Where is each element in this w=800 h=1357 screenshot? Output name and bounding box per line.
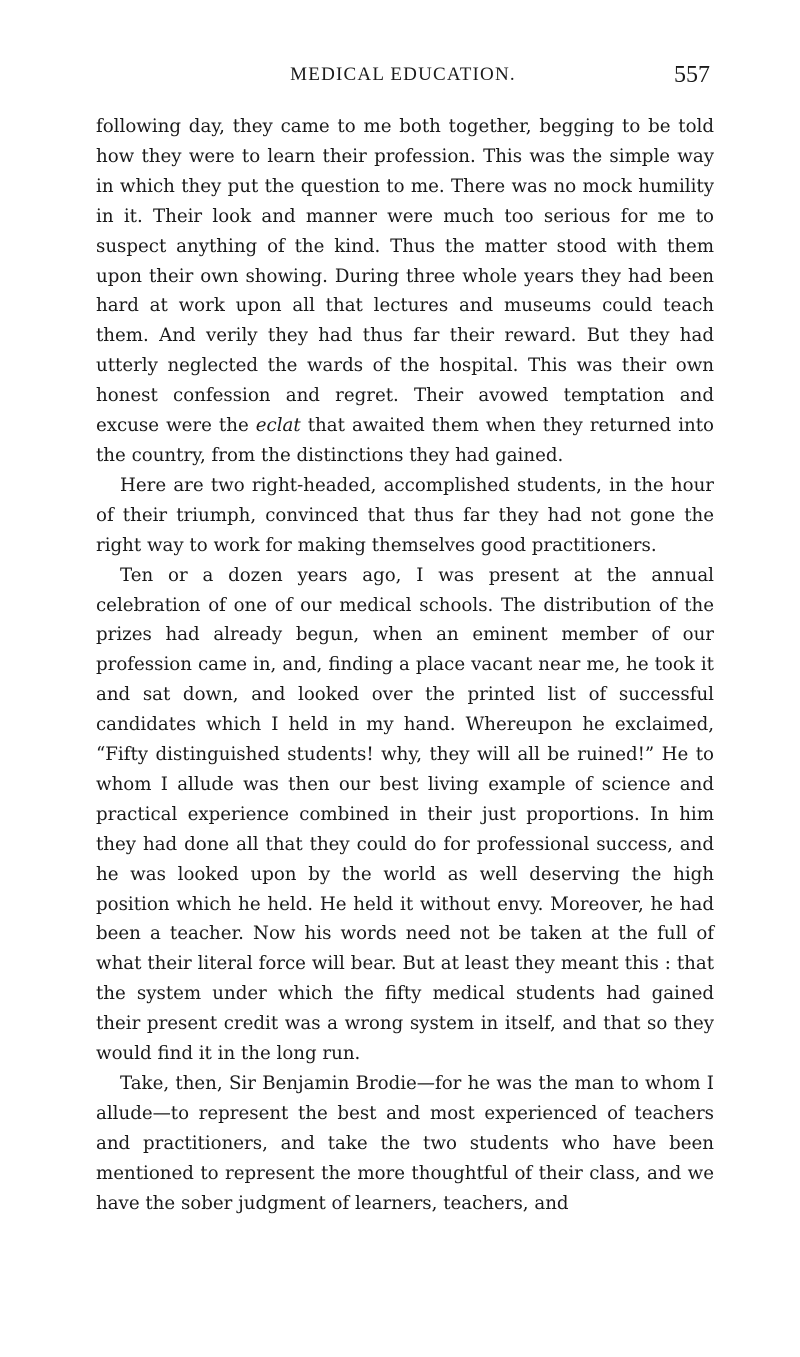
- paragraph: Ten or a dozen years ago, I was present at the annual celebration of one of our medical schools. The distribution of the prizes had already begun, when an eminent member of our profession came in, and, finding a place vacant near me, he took it and sat down, and looked over the printed list of successful candidates which I held in my hand. Whereupon he exclaimed, “Fifty distinguished students! why, they will all be ruined!” He to whom I allude was then our best living example of science and practical experience combined in their just proportions. In him they had done all that they could do for professional success, and he was looked upon by the world as well deserving the high position which he held. He held it without envy. Moreover, he had been a teacher. Now his words need not be taken at the full of what their literal force will bear. But at least they meant this : that the system under which the fifty medical students had gained their present credit was a wrong system in itself, and that so they would find it in the long run.: [96, 564, 714, 1065]
- italic-word: eclat: [255, 415, 301, 437]
- paragraph-text: following day, they came to me both together, begging to be told how they were to learn their profession. This was the simple way in which they put the question to me. There was no mock humility in it. Their look and manner were much too serious for me to suspect anything of the kind. Thus the matter stood with them upon their own showing. During three whole years they had been hard at work upon all that lectures and museums could teach them. And verily they had thus far their reward. But they had utterly neglected the wards of the hospital. This was their own honest confession and regret. Their avowed temptation and excuse were the: [96, 116, 714, 437]
- paragraph-text: that awaited them when they returned into the country, from the distinctions they had gained.: [96, 415, 714, 466]
- paragraph-continued: [96, 112, 714, 471]
- running-head: [96, 64, 710, 94]
- paragraph: Take, then, Sir Benjamin Brodie—for he was the man to whom I allude—to represent the best and most experienced of teachers and practitioners, and take the two students who have been mentioned to represent the more thoughtful of their class, and we have the sober judgment of learners, teachers, and: [96, 1073, 714, 1214]
- running-title: MEDICAL EDUCATION.: [290, 64, 516, 85]
- paragraph: Here are two right-headed, accomplished students, in the hour of their triumph, convinced that thus far they had not gone the right way to work for making themselves good practitioners.: [96, 474, 714, 556]
- body-text: [96, 112, 714, 1219]
- page-number: 557: [674, 62, 710, 88]
